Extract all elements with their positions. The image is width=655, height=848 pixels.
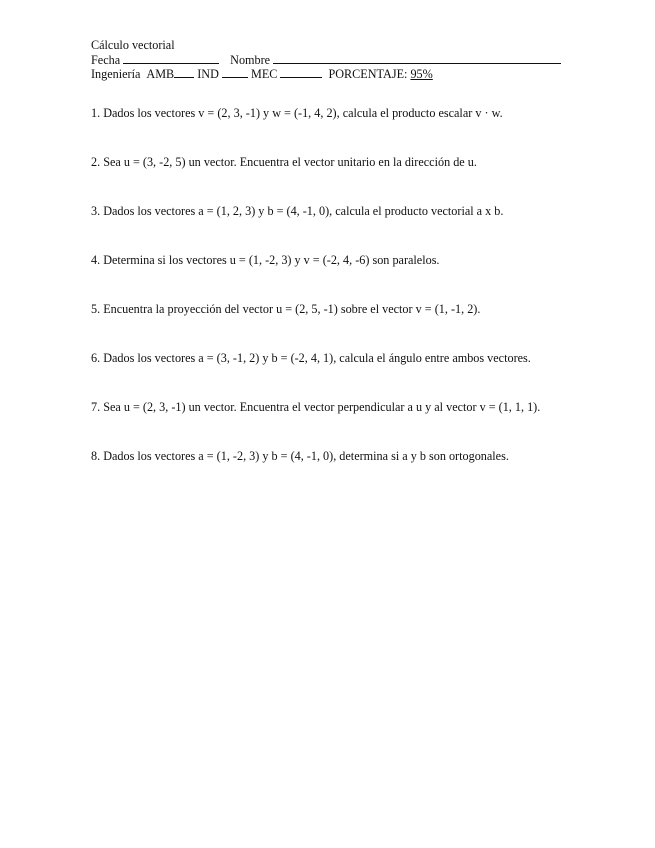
porcentaje-label: PORCENTAJE:: [328, 67, 408, 81]
fecha-label: Fecha: [91, 53, 121, 67]
question-8: 8. Dados los vectores a = (1, -2, 3) y b = (4, -1, 0), determina si a y b son ortogonales.: [91, 449, 509, 463]
amb-blank[interactable]: [174, 66, 194, 78]
question-1: 1. Dados los vectores v = (2, 3, -1) y w = (-1, 4, 2), calcula el producto escalar v · w.: [91, 106, 503, 120]
course-title: Cálculo vectorial: [91, 38, 175, 52]
question-4: 4. Determina si los vectores u = (1, -2, 3) y v = (-2, 4, -6) son paralelos.: [91, 253, 440, 267]
question-3: 3. Dados los vectores a = (1, 2, 3) y b = (4, -1, 0), calcula el producto vectorial a x b.: [91, 204, 504, 218]
question-2: 2. Sea u = (3, -2, 5) un vector. Encuentra el vector unitario en la dirección de u.: [91, 155, 477, 169]
mec-label: MEC: [251, 67, 278, 81]
amb-label: AMB: [146, 67, 175, 81]
fecha-nombre-line: [91, 52, 631, 66]
question-6: 6. Dados los vectores a = (3, -1, 2) y b = (-2, 4, 1), calcula el ángulo entre ambos vectores.: [91, 351, 531, 365]
question-list: [91, 106, 631, 463]
ind-label: IND: [197, 67, 219, 81]
porcentaje-value: 95%: [410, 67, 433, 81]
exam-sheet: [91, 38, 631, 498]
nombre-blank[interactable]: [273, 52, 561, 64]
question-7: 7. Sea u = (2, 3, -1) un vector. Encuentra el vector perpendicular a u y al vector v = (1, 1, 1).: [91, 400, 541, 414]
ingenieria-label: Ingeniería: [91, 67, 141, 81]
fecha-blank[interactable]: [123, 52, 219, 64]
nombre-label: Nombre: [230, 53, 271, 67]
question-5: 5. Encuentra la proyección del vector u = (2, 5, -1) sobre el vector v = (1, -1, 2).: [91, 302, 481, 316]
ind-blank[interactable]: [222, 66, 248, 78]
mec-blank[interactable]: [280, 66, 322, 78]
ingenieria-line: [91, 66, 631, 80]
